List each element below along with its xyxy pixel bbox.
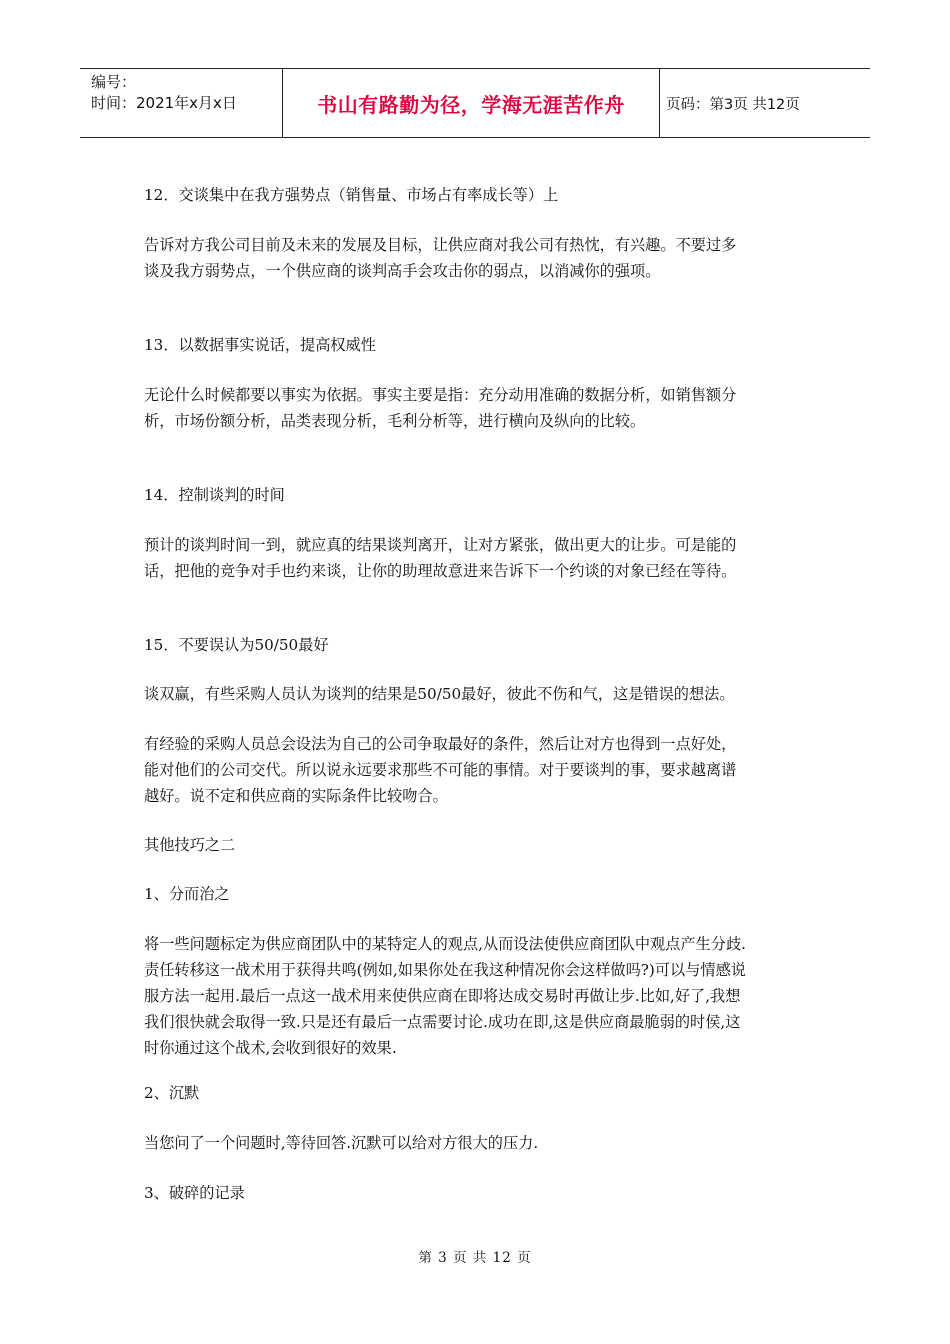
- page-footer: [0, 1246, 950, 1266]
- document-number-label: 编号：: [91, 73, 137, 91]
- section-heading-14: 14．控制谈判的时间: [144, 486, 285, 504]
- paragraph-15-line-2: 能对他们的公司交代。所以说永远要求那些不可能的事情。对于要谈判的事，要求越离谱: [144, 761, 737, 779]
- header-motto-cell: [282, 69, 660, 137]
- tip-heading-3: 3、破碎的记录: [144, 1184, 245, 1202]
- section-heading-15: 15．不要误认为50/50最好: [144, 636, 329, 654]
- paragraph-12-line-2: 谈及我方弱势点，一个供应商的谈判高手会攻击你的弱点，以消减你的强项。: [144, 262, 661, 280]
- tip-1-line-5: 时你通过这个战术,会收到很好的效果.: [144, 1039, 397, 1057]
- tip-1-line-3: 服方法一起用.最后一点这一战术用来使供应商在即将达成交易时再做让步.比如,好了,我想: [144, 987, 741, 1005]
- page-header: [80, 68, 870, 138]
- paragraph-14-line-1: 预计的谈判时间一到，就应真的结果谈判离开，让对方紧张，做出更大的让步。可是能的: [144, 536, 737, 554]
- tip-1-line-2: 责任转移这一战术用于获得共鸣(例如,如果你处在我这种情况你会这样做吗?)可以与情感说: [144, 961, 746, 979]
- header-page-cell: [660, 69, 870, 137]
- tip-heading-1: 1、分而治之: [144, 885, 230, 903]
- tip-2-text: 当您问了一个问题时,等待回答.沉默可以给对方很大的压力.: [144, 1134, 539, 1152]
- footer-page-number: 第 3 页 共 12 页: [418, 1250, 532, 1266]
- tip-1-line-4: 我们很快就会取得一致.只是还有最后一点需要讨论.成功在即,这是供应商最脆弱的时侯,这: [144, 1013, 741, 1031]
- document-time-label: 时间：2021年x月x日: [91, 94, 237, 112]
- section-heading-other-tips: 其他技巧之二: [144, 836, 236, 854]
- tip-1-line-1: 将一些问题标定为供应商团队中的某特定人的观点,从而设法使供应商团队中观点产生分歧.: [144, 935, 746, 953]
- tip-heading-2: 2、沉默: [144, 1084, 200, 1102]
- paragraph-12-line-1: 告诉对方我公司目前及未来的发展及目标，让供应商对我公司有热忱，有兴趣。不要过多: [144, 236, 737, 254]
- paragraph-14-line-2: 话，把他的竞争对手也约来谈，让你的助理故意进来告诉下一个约谈的对象已经在等待。: [144, 562, 737, 580]
- paragraph-13-line-1: 无论什么时候都要以事实为依据。事实主要是指：充分动用准确的数据分析，如销售额分: [144, 386, 737, 404]
- paragraph-15-win-win: 谈双赢，有些采购人员认为谈判的结果是50/50最好，彼此不伤和气，这是错误的想法。: [144, 685, 735, 703]
- header-meta: [80, 69, 282, 137]
- paragraph-15-line-1: 有经验的采购人员总会设法为自己的公司争取最好的条件，然后让对方也得到一点好处，: [144, 735, 737, 753]
- header-motto: 书山有路勤为径，学海无涯苦作舟: [317, 92, 625, 117]
- paragraph-15-line-3: 越好。说不定和供应商的实际条件比较吻合。: [144, 787, 448, 805]
- header-page-number: 页码：第3页 共12页: [666, 96, 800, 113]
- section-heading-12: 12．交谈集中在我方强势点（销售量、市场占有率成长等）上: [144, 186, 559, 204]
- paragraph-13-line-2: 析，市场份额分析，品类表现分析，毛利分析等，进行横向及纵向的比较。: [144, 412, 646, 430]
- section-heading-13: 13．以数据事实说话，提高权威性: [144, 336, 376, 354]
